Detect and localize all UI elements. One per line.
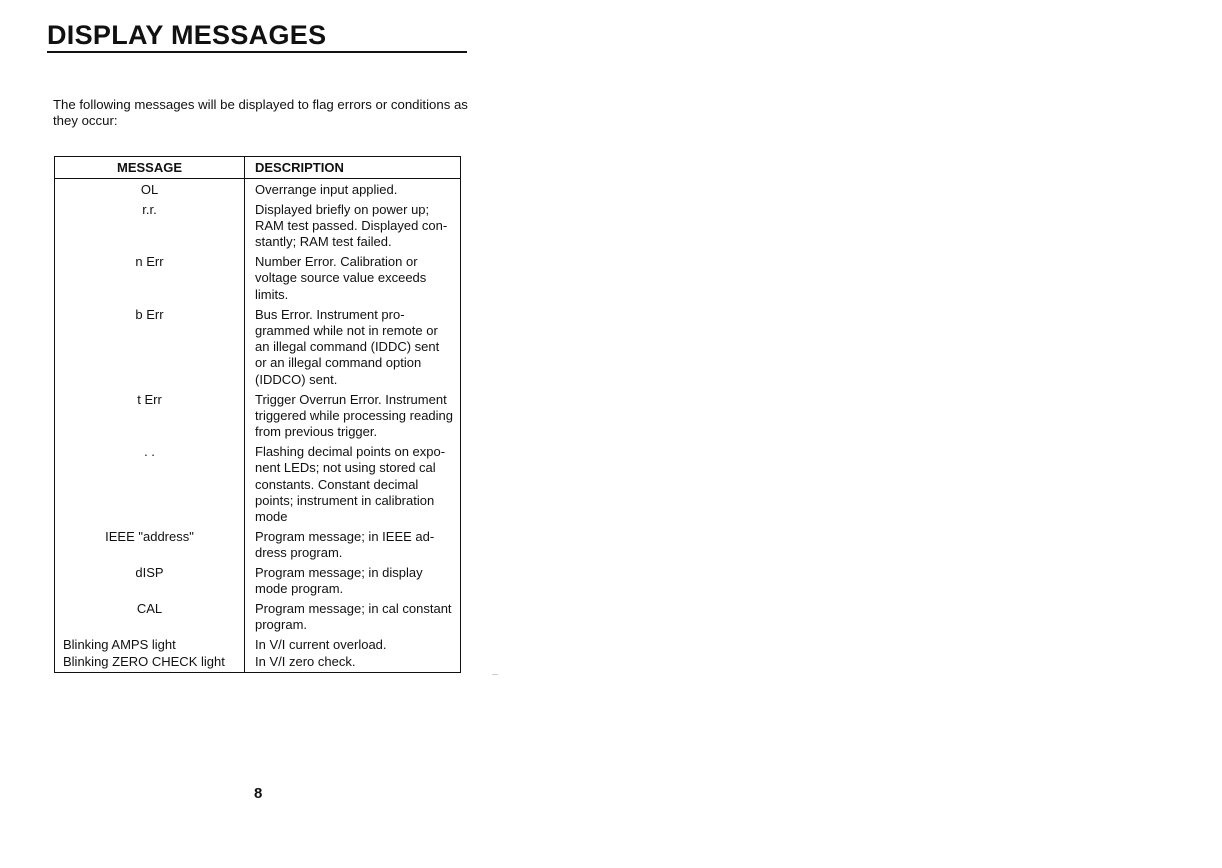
description-cell: Program message; in display mode program. — [255, 565, 423, 597]
table-header-row — [55, 157, 461, 179]
description-cell: Program message; in cal constant program. — [255, 601, 452, 633]
description-cell: Displayed briefly on power up; RAM test passed. Displayed con-stantly; RAM test failed. — [255, 201, 448, 250]
table-row — [55, 654, 461, 673]
message-cell: IEEE "address" — [55, 529, 245, 565]
table-row — [55, 601, 461, 637]
table-row — [55, 202, 461, 254]
message-cell: CAL — [55, 601, 245, 637]
table-row — [55, 392, 461, 444]
message-cell: n Err — [55, 254, 245, 306]
description-cell: In V/I current overload. — [255, 637, 387, 653]
description-cell: Flashing decimal points on expo-nent LEDs; not using stored cal constants. Constant decimal points; instrument in calibration mode — [255, 443, 446, 525]
description-cell: Number Error. Calibration or voltage source value exceeds limits. — [255, 254, 427, 302]
page-title: DISPLAY MESSAGES — [47, 20, 467, 53]
table-row — [55, 307, 461, 392]
column-header-message: MESSAGE — [55, 157, 245, 179]
table-row — [55, 254, 461, 306]
message-cell: t Err — [55, 392, 245, 444]
page-number: 8 — [254, 785, 263, 802]
description-cell: Trigger Overrun Error. Instrument triggered while processing reading from previous trigger. — [255, 391, 454, 440]
display-messages-table — [54, 156, 461, 673]
description-cell: Overrange input applied. — [255, 182, 398, 197]
message-cell: OL — [55, 179, 245, 202]
table-row — [55, 444, 461, 529]
column-header-description: DESCRIPTION — [245, 157, 461, 179]
message-cell: b Err — [55, 307, 245, 392]
table-row — [55, 565, 461, 601]
message-cell: dISP — [55, 565, 245, 601]
description-cell: Bus Error. Instrument pro-grammed while not in remote or an illegal command (IDDC) sent or an illegal command option (IDDCO) sent. — [255, 306, 440, 387]
message-cell: . . — [55, 444, 245, 529]
table-row — [55, 637, 461, 653]
scan-speck — [492, 674, 498, 675]
message-cell: r.r. — [55, 202, 245, 254]
description-cell: Program message; in IEEE ad-dress program. — [255, 528, 435, 561]
message-cell: Blinking AMPS light — [55, 637, 245, 653]
intro-text: The following messages will be displayed to flag errors or conditions as they occur: — [53, 97, 468, 128]
table-row — [55, 179, 461, 202]
table-row — [55, 529, 461, 565]
description-cell: In V/I zero check. — [255, 653, 356, 669]
message-cell: Blinking ZERO CHECK light — [55, 654, 245, 673]
